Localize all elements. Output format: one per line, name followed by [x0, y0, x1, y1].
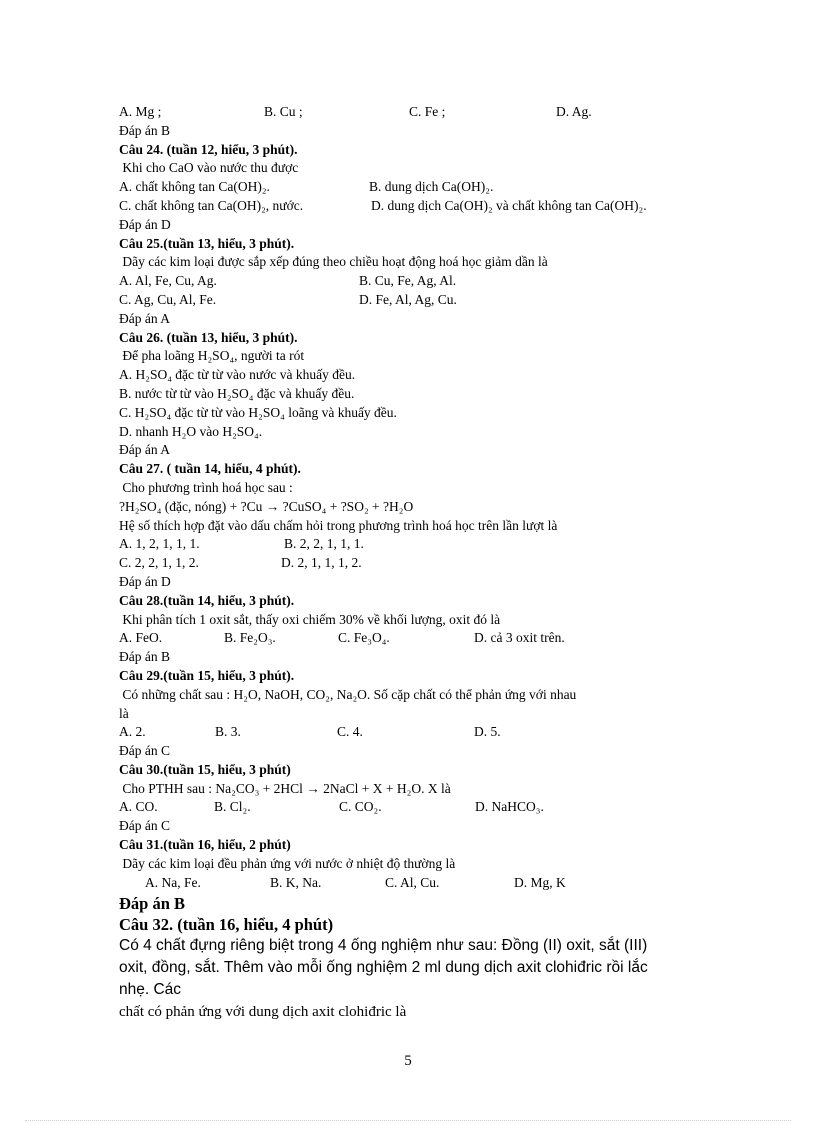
text-line: Dãy các kim loại đều phản ứng với nước ở nhiệt độ thường là — [119, 855, 456, 871]
option-text: C. Fe ; — [409, 104, 446, 119]
text-line: ?H₂SO₄ (đặc, nóng) + ?Cu → ?CuSO₄ + ?SO₂ + ?H₂O — [119, 498, 414, 514]
text-line: Cho PTHH sau : Na₂CO₃ + 2HCl → 2NaCl + X + H₂O. X là — [119, 780, 451, 796]
option-text: C. chất không tan Ca(OH)₂, nước. — [119, 197, 304, 213]
option-text: C. Fe₃O₄. — [338, 630, 390, 646]
question-32-title: Câu 32. (tuần 16, hiểu, 4 phút) — [119, 915, 334, 934]
question-title: Câu 24. (tuần 12, hiểu, 3 phút). — [119, 141, 298, 157]
text-line: Khi phân tích 1 oxit sắt, thấy oxi chiếm 30% về khối lượng, oxit đó là — [119, 611, 501, 627]
options-row — [119, 272, 719, 291]
option-text: A. 2. — [119, 724, 146, 740]
option-text: A. Na, Fe. — [145, 874, 201, 890]
page-bottom-rule — [25, 1120, 791, 1121]
question-title: Câu 30.(tuần 15, hiểu, 3 phút) — [119, 761, 291, 777]
option-text: C. 4. — [337, 724, 363, 740]
option-text: C. CO₂. — [339, 799, 382, 815]
options-row — [119, 103, 719, 122]
option-text: B. Cu, Fe, Ag, Al. — [359, 273, 457, 289]
question-32-text-cont: chất có phản ứng với dung dịch axit clohiđric là — [119, 1004, 407, 1020]
page-number: 5 — [404, 1053, 412, 1069]
option-text: B. 2, 2, 1, 1, 1. — [284, 536, 364, 552]
option-text: A. 1, 2, 1, 1, 1. — [119, 536, 200, 552]
option-text: C. Ag, Cu, Al, Fe. — [119, 291, 217, 307]
options-row — [119, 197, 719, 216]
option-text: C. 2, 2, 1, 1, 2. — [119, 555, 199, 571]
text-line: Có những chất sau : H₂O, NaOH, CO₂, Na₂O. Số cặp chất có thể phản ứng với nhau — [119, 686, 577, 702]
text-line: Đáp án A — [119, 310, 170, 326]
options-row — [119, 629, 719, 648]
question-content — [119, 103, 719, 892]
question-title: Câu 31.(tuần 16, hiểu, 2 phút) — [119, 837, 291, 853]
option-text: A. CO. — [119, 799, 158, 815]
option-text: A. chất không tan Ca(OH)₂. — [119, 179, 270, 195]
option-text: B. Cl₂. — [214, 799, 251, 815]
option-text: D. cả 3 oxit trên. — [474, 630, 565, 646]
option-text: A. Al, Fe, Cu, Ag. — [119, 273, 217, 289]
text-line: Khi cho CaO vào nước thu được — [119, 160, 299, 176]
text-line: C. H₂SO₄ đặc từ từ vào H₂SO₄ loãng và khuấy đều. — [119, 404, 397, 420]
text-line: B. nước từ từ vào H₂SO₄ đặc và khuấy đều. — [119, 385, 355, 401]
text-line: D. nhanh H₂O vào H₂SO₄. — [119, 423, 263, 439]
question-32-text: Có 4 chất đựng riêng biệt trong 4 ống nghiệm như sau: Đồng (II) oxit, sắt (III) oxit, đồng, sắt. Thêm vào mỗi ống nghiệm 2 ml dung dịch axit clohiđric rồi lắc nhẹ. Các — [119, 937, 648, 998]
option-text: B. K, Na. — [270, 874, 322, 890]
text-line: Đáp án D — [119, 573, 171, 589]
option-text: D. Mg, K — [514, 874, 566, 890]
options-row — [119, 798, 719, 817]
text-line: Đáp án B — [119, 649, 170, 665]
question-title: Câu 28.(tuần 14, hiểu, 3 phút). — [119, 592, 295, 608]
options-row — [119, 535, 719, 554]
option-text: B. Cu ; — [264, 104, 303, 119]
text-line: Cho phương trình hoá học sau : — [119, 479, 293, 495]
option-text: D. NaHCO₃. — [475, 799, 544, 815]
option-text: D. dung dịch Ca(OH)₂ và chất không tan Ca(OH)₂. — [371, 197, 647, 213]
option-text: D. 5. — [474, 724, 501, 740]
option-text: A. FeO. — [119, 630, 163, 646]
text-line: Hệ số thích hợp đặt vào dấu chấm hỏi trong phương trình hoá học trên lần lượt là — [119, 517, 558, 533]
option-text: B. Fe₂O₃. — [224, 630, 276, 646]
question-32-block — [119, 893, 699, 1023]
text-line: Đáp án D — [119, 216, 171, 232]
question-title: Câu 26. (tuần 13, hiểu, 3 phút). — [119, 329, 298, 345]
options-row — [119, 554, 719, 573]
text-line: Đáp án A — [119, 442, 170, 458]
options-row — [119, 874, 719, 893]
question-title: Câu 27. ( tuần 14, hiểu, 4 phút). — [119, 461, 301, 477]
question-title: Câu 29.(tuần 15, hiểu, 3 phút). — [119, 667, 295, 683]
option-text: D. Fe, Al, Ag, Cu. — [359, 291, 457, 307]
text-line: Dãy các kim loại được sắp xếp đúng theo chiều hoạt động hoá học giảm dần là — [119, 254, 548, 270]
text-line: Đáp án C — [119, 743, 170, 759]
text-line: A. H₂SO₄ đặc từ từ vào nước và khuấy đều. — [119, 367, 356, 383]
text-line: là — [119, 705, 129, 721]
option-text: D. Ag. — [556, 104, 592, 119]
options-row — [119, 178, 719, 197]
option-text: B. dung dịch Ca(OH)₂. — [369, 179, 494, 195]
options-row — [119, 723, 719, 742]
option-text: A. Mg ; — [119, 104, 162, 119]
text-line: Đáp án C — [119, 818, 170, 834]
question-title: Câu 25.(tuần 13, hiểu, 3 phút). — [119, 235, 295, 251]
options-row — [119, 291, 719, 310]
option-text: B. 3. — [215, 724, 241, 740]
option-text: D. 2, 1, 1, 1, 2. — [281, 555, 362, 571]
text-line: Để pha loãng H₂SO₄, người ta rót — [119, 348, 305, 364]
text-line: Đáp án B — [119, 122, 170, 138]
option-text: C. Al, Cu. — [385, 874, 440, 890]
answer-31: Đáp án B — [119, 894, 186, 913]
